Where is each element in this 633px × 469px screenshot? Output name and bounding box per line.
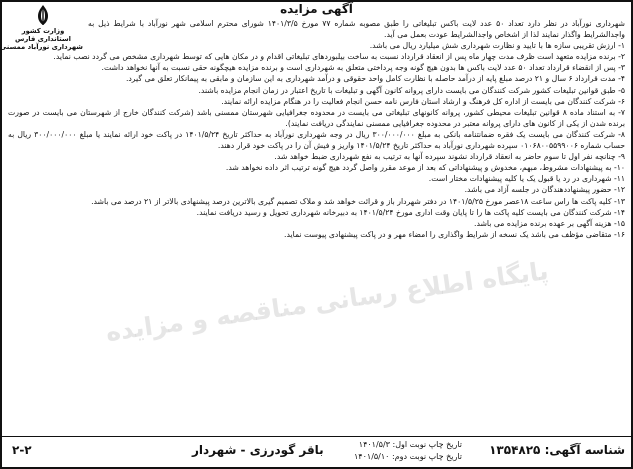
print-date-first: تاریخ چاپ نوبت اول: ۱۴۰۱/۵/۳ — [358, 440, 462, 449]
clause-5: ۵- طبق قوانین تبلیغات کشور شرکت کنندگان می بایست دارای پروانه کانون آگهی و تبلیغات با تاریخ اعتبار در زمان انجام مزایده باشند. — [198, 85, 625, 95]
page-number: ۲-۲ — [12, 443, 32, 457]
clause-12: ۱۲- حضور پیشنهاددهندگان در جلسه آزاد می باشد. — [464, 185, 625, 195]
clause-3: ۳- پس از انقضاء قرارداد تعداد ۵۰ عدد لایت باکس ها بدون هیچ گونه وجه پرداختی متعلق به شهرداری است و برنده مزایده هیچگونه حقی نسبت به آنها نخواهد داشت. — [101, 63, 625, 73]
clause-8: ۸- شرکت کنندگان می بایست یک فقره ضمانتنامه بانکی به مبلغ ۳۰۰/۰۰۰/۰۰۰ ریال در وجه شهرداری نورآباد به حداکثر تاریخ ۱۴۰۱/۵/۲۴ در پاکت خود ارائه نمایند یا مبلغ ۳۰۰/۰۰۰/۰۰۰ ریال به حساب شماره ۰۱۰۶۸۰۰۵۵۹۹۰۰۶ سپرده شهرداری نورآباد به حداکثر تاریخ ۱۴۰۱/۵/۲۴ واریز و فیش آن را در پاکت خود قرار دهند. — [8, 129, 625, 151]
ad-id — [489, 443, 625, 457]
clause-15: ۱۵- هزینه آگهی بر عهده برنده مزایده می باشد. — [474, 218, 625, 228]
page-title: آگهی مزایده — [280, 2, 353, 16]
clause-11: ۱۱- شهرداری در رد یا قبول یک یا کلیه پیشنهادات مختار است. — [428, 174, 625, 184]
clause-4: ۴- مدت قرارداد ۶ سال و ۲۱ درصد مبلغ پایه از درآمد حاصله با نظارت کامل واحد حقوقی و درآمد شهرداری به این سازمان و مابقی به پیمانکار تعلق می گیرد. — [125, 74, 625, 84]
notice-body — [8, 18, 625, 414]
signature: باقر گودرزی - شهردار — [192, 443, 324, 457]
clause-7: ۷- به استناد ماده ۸ قوانین تبلیغات محیطی کشور، پروانه کانونهای تبلیغاتی می بایست در محدوده جغرافیایی شهرستان ممسنی باشد (شرکت کنندگان خارج از شهرستان می بایست در صورت برنده شدن از یکی از کانون های دارای پروانه معتبر در محدوده جغرافیایی ممسنی نمایندگی دریافت نمایند). — [8, 107, 625, 128]
clause-1: ۱- ارزش تقریبی سازه ها با تایید و نظارت شهرداری شش میلیارد ریال می باشد. — [369, 41, 625, 51]
clause-6: ۶- شرکت کنندگان می بایست از اداره کل فرهنگ و ارشاد استان فارس نامه حسن انجام فعالیت را در هنگام مزایده ارائه نمایند. — [221, 96, 625, 106]
intro-paragraph: شهرداری نورآباد در نظر دارد تعداد ۵۰ عدد لایت باکس تبلیغاتی را طبق مصوبه شماره ۷۷ مورخ ۱۴۰۱/۳/۵ شورای محترم اسلامی شهر نورآباد با شرایط ذیل به واجدالشرایط واگذار نمایند لذا از اشخاص واجدالشرایط عودت بعمل می آید. — [88, 19, 625, 40]
clause-9: ۹- چنانچه نفر اول تا سوم حاضر به انعقاد قرارداد نشوند سپرده آنها به ترتیب به نفع شهرداری ضبط خواهد شد. — [274, 152, 625, 162]
print-dates — [332, 439, 462, 463]
clause-2: ۲- برنده مزایده متعهد است ظرف مدت چهار ماه پس از انعقاد قرارداد نسبت به ساخت بیلبوردهای تبلیغاتی اقدام و در مکان هایی که توسط شهرداری مشخص می گردد نصب نماید. — [53, 52, 625, 62]
clause-14: ۱۴- شرکت کنندگان می بایست کلیه پاکت ها را تا پایان وقت اداری مورخ ۱۴۰۱/۵/۲۴ به دبیرخانه شهرداری تحویل و رسید دریافت نمایند. — [196, 207, 625, 217]
clause-16: ۱۶- متقاضی مؤظف می باشد یک نسخه از شرایط واگذاری را امضاء مهر و در پاکت پیشنهادی پیوست نماید. — [284, 229, 625, 239]
ad-id-number: ۱۳۵۴۸۲۵ — [489, 443, 541, 457]
footer — [2, 436, 631, 467]
clause-10: ۱۰- به پیشنهادات مشروط، مبهم، مخدوش و پیشنهاداتی که بعد از موعد مقرر واصل گردد هیچ گونه ترتیب اثر داده نخواهد شد. — [225, 163, 625, 173]
print-date-second: تاریخ چاپ نوبت دوم: ۱۴۰۱/۵/۱۰ — [354, 452, 462, 461]
emblem-ministry: وزارت کشور — [21, 27, 65, 35]
watermark: پایگاه اطلاع رسانی مناقصه و مزایده — [103, 256, 551, 347]
clause-13: ۱۳- کلیه پاکت ها راس ساعت ۱۸عصر مورخ ۱۴۰۱/۵/۲۵ در دفتر شهردار باز و قرائت خواهد شد و ملاک تصمیم گیری بالاترین درصد پیشنهادی بالاتر از ۲۱ درصد می باشد. — [91, 196, 625, 206]
emblem-province: استانداری فارس — [15, 35, 71, 43]
ad-id-label: شناسه آگهی: — [544, 443, 625, 457]
emblem-municipality: شهرداری نورآباد ممسنی — [0, 43, 83, 51]
